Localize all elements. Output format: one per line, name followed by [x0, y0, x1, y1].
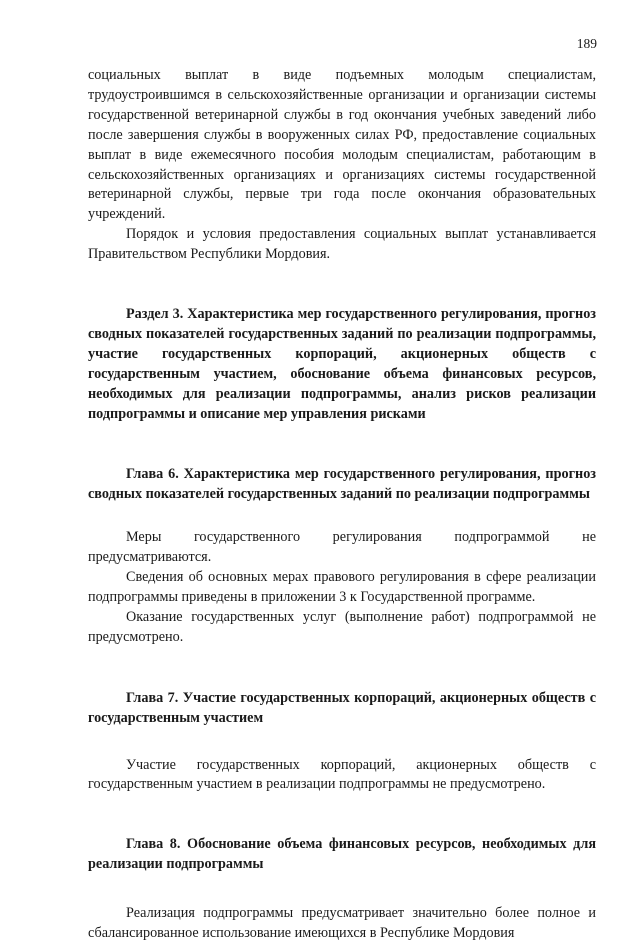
paragraph-payment-procedure: Порядок и условия предоставления социальных выплат устанавливается Правительством Республики Мордовия. — [88, 226, 596, 263]
chapter-8-paragraph-1: Реализация подпрограммы предусматривает значительно более полное и сбалансированное использование имеющихся в Республике Мордовия — [88, 905, 596, 942]
chapter-6-paragraph-1: Меры государственного регулирования подпрограммой не предусматриваются. — [88, 529, 596, 565]
chapter-7-heading: Глава 7. Участие государственных корпораций, акционерных обществ с государственным участием — [88, 689, 596, 726]
chapter-6-heading: Глава 6. Характеристика мер государственного регулирования, прогноз сводных показателей государственных заданий по реализации подпрограммы — [88, 466, 596, 503]
page-number: 189 — [576, 36, 597, 51]
chapter-6-paragraph-3: Оказание государственных услуг (выполнение работ) подпрограммой не предусмотрено. — [88, 608, 596, 645]
chapter-7-paragraph-1: Участие государственных корпораций, акционерных обществ с государственным участием в реализации подпрограммы не предусмотрено. — [88, 756, 596, 793]
chapter-8-heading: Глава 8. Обоснование объема финансовых ресурсов, необходимых для реализации подпрограммы — [88, 836, 596, 873]
chapter-6-paragraph-2: Сведения об основных мерах правового регулирования в сфере реализации подпрограммы приведены в приложении 3 к Государственной программе. — [88, 568, 596, 605]
paragraph-social-payments: социальных выплат в виде подъемных молодым специалистам, трудоустроившимся в сельскохозяйственные организации и организации системы государственной ветеринарной службы в год окончания учебных заведений либо после завершения службы в вооруженных силах РФ, предоставление социальных выплат в виде ежемесячного пособия молодым специалистам, работающим в сельскохозяйственных организациях и организациях системы государственной ветеринарной службы, первые три года после окончания образовательных учреждений. — [88, 67, 596, 223]
page-content — [88, 66, 596, 944]
section-3-heading: Раздел 3. Характеристика мер государственного регулирования, прогноз сводных показателей государственных заданий по реализации подпрограммы, участие государственных корпораций, акционерных обществ с государственным участием, обоснование объема финансовых ресурсов, необходимых для реализации подпрограммы, анализ рисков реализации подпрограммы и описание мер управления рисками — [88, 306, 596, 423]
